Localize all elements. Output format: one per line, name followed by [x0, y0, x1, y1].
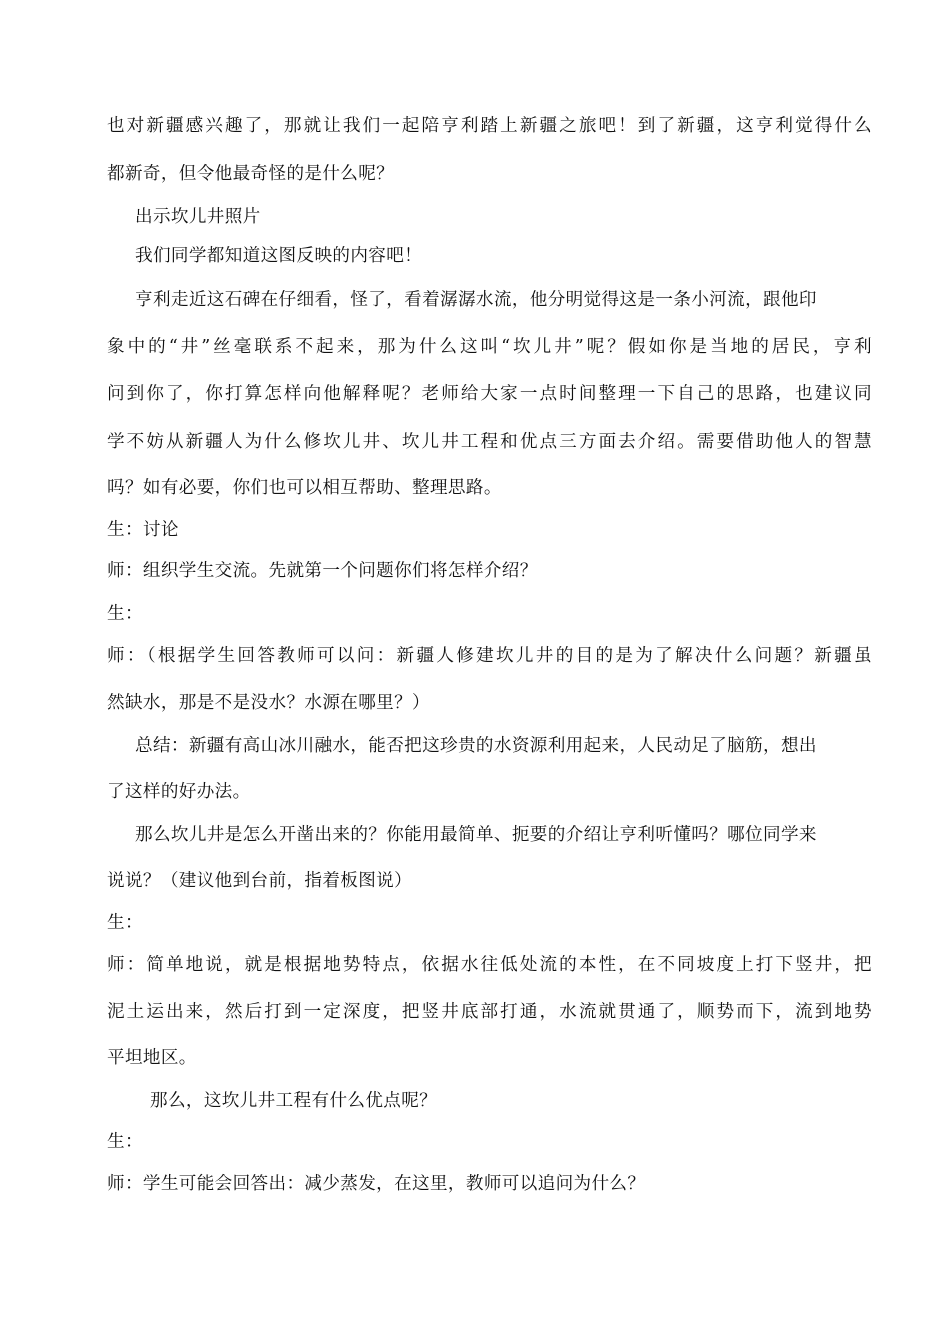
text-line: 那么，这坎儿井工程有什么优点呢？ [150, 1091, 438, 1111]
text-line: 象中的“井”丝毫联系不起来，那为什么这叫“坎儿井”呢？假如你是当地的居民，亨利 [107, 337, 872, 357]
text-line: 说说？（建议他到台前，指着板图说） [107, 871, 413, 891]
text-line: 那么坎儿井是怎么开凿出来的？你能用最简单、扼要的介绍让亨利听懂吗？哪位同学来 [135, 825, 817, 845]
text-line: 了这样的好办法。 [107, 782, 251, 802]
text-line: 然缺水，那是不是没水？水源在哪里？） [107, 693, 430, 713]
text-line: 出示坎儿井照片 [135, 207, 261, 227]
text-line: 都新奇，但令他最奇怪的是什么呢？ [107, 164, 395, 184]
text-line: 生：讨论 [107, 520, 179, 540]
text-line: 生： [107, 1132, 143, 1152]
text-line: 师：简单地说，就是根据地势特点，依据水往低处流的本性，在不同坡度上打下竖井，把 [107, 955, 872, 975]
text-line: 我们同学都知道这图反映的内容吧！ [135, 246, 423, 266]
text-line: 泥土运出来，然后打到一定深度，把竖井底部打通，水流就贯通了，顺势而下，流到地势 [107, 1002, 872, 1022]
text-line: 生： [107, 604, 143, 624]
text-line: 学不妨从新疆人为什么修坎儿井、坎儿井工程和优点三方面去介绍。需要借助他人的智慧 [107, 432, 872, 452]
text-line: 师：（根据学生回答教师可以问：新疆人修建坎儿井的目的是为了解决什么问题？新疆虽 [107, 646, 872, 666]
text-line: 师：组织学生交流。先就第一个问题你们将怎样介绍？ [107, 561, 538, 581]
text-line: 问到你了，你打算怎样向他解释呢？老师给大家一点时间整理一下自己的思路，也建议同 [107, 384, 872, 404]
text-line: 也对新疆感兴趣了，那就让我们一起陪亨利踏上新疆之旅吧！到了新疆，这亨利觉得什么 [107, 116, 872, 136]
text-line: 师：学生可能会回答出：减少蒸发，在这里，教师可以追问为什么？ [107, 1174, 646, 1194]
text-line: 吗？如有必要，你们也可以相互帮助、整理思路。 [107, 478, 502, 498]
text-line: 总结：新疆有高山冰川融水，能否把这珍贵的水资源利用起来，人民动足了脑筋，想出 [135, 736, 817, 756]
text-line: 亨利走近这石碑在仔细看，怪了，看着潺潺水流，他分明觉得这是一条小河流，跟他印 [135, 290, 817, 310]
text-line: 平坦地区。 [107, 1048, 197, 1068]
text-line: 生： [107, 913, 143, 933]
